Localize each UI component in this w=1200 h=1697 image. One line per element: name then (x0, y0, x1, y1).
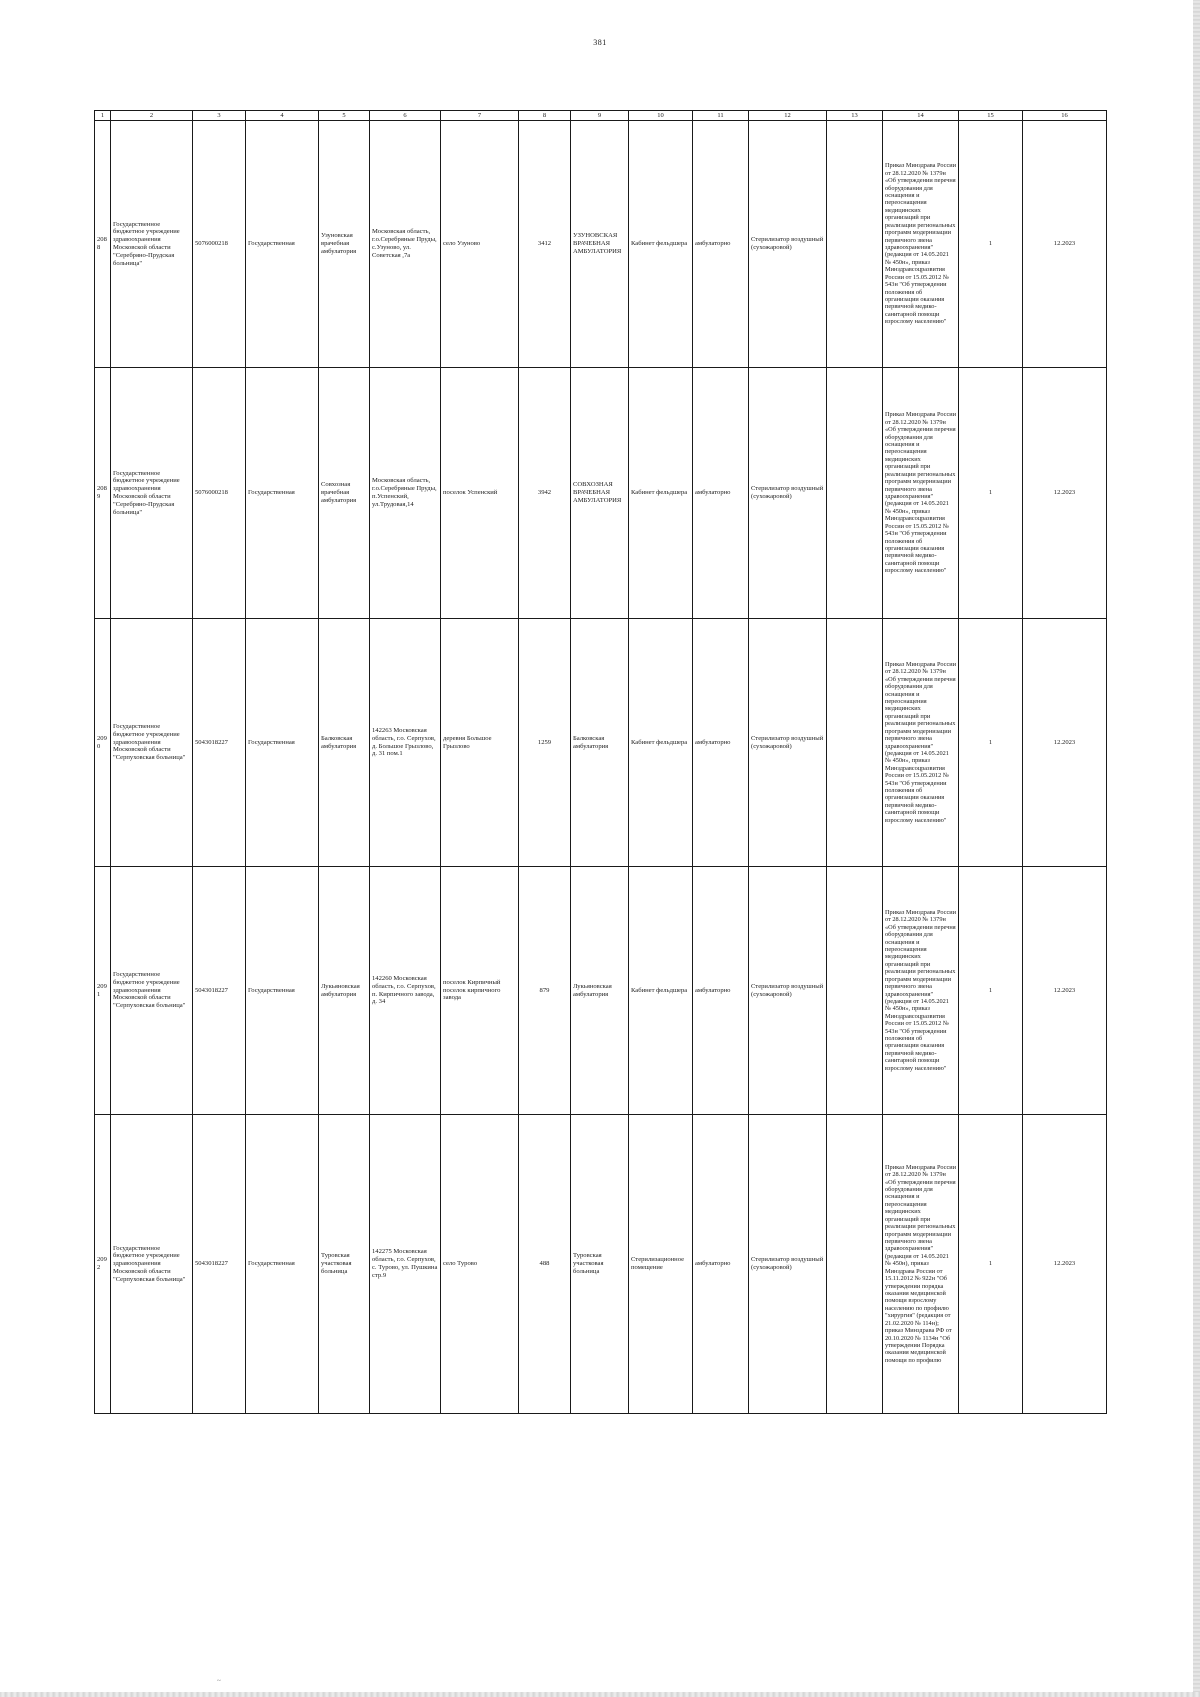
room-cell: Стерилизационное помещение (629, 1115, 693, 1414)
organization-name: Государственное бюджетное учреждение здравоохранения Московской области "Серпуховская больница" (111, 867, 193, 1115)
column-13-cell (827, 619, 883, 867)
care-type-cell: амбулаторно (693, 867, 749, 1115)
care-type-cell: амбулаторно (693, 1115, 749, 1414)
scan-bottom-artifact (0, 1692, 1200, 1697)
population-cell: 3412 (519, 121, 571, 368)
deadline-cell: 12.2023 (1023, 619, 1107, 867)
settlement-cell: деревня Большое Грызлово (441, 619, 519, 867)
scan-smudge: ~ (217, 1677, 221, 1685)
settlement-cell: село Турово (441, 1115, 519, 1414)
unit-name: Совхозная врачебная амбулатория (319, 368, 370, 619)
header-cell: 1 (95, 111, 111, 121)
column-number-header (95, 111, 1107, 121)
population-cell: 488 (519, 1115, 571, 1414)
ownership-cell: Государственная (246, 368, 319, 619)
row-number: 2091 (95, 867, 111, 1115)
inn-cell: 5043018227 (193, 867, 246, 1115)
room-cell: Кабинет фельдшера (629, 368, 693, 619)
inn-cell: 5043018227 (193, 1115, 246, 1414)
population-cell: 1259 (519, 619, 571, 867)
header-cell: 7 (441, 111, 519, 121)
room-cell: Кабинет фельдшера (629, 619, 693, 867)
header-cell: 11 (693, 111, 749, 121)
equipment-cell: Стерилизатор воздушный (сухожаровой) (749, 619, 827, 867)
column-13-cell (827, 368, 883, 619)
ownership-cell: Государственная (246, 121, 319, 368)
organization-name: Государственное бюджетное учреждение здравоохранения Московской области "Серебряно-Прудская больница" (111, 368, 193, 619)
header-cell: 12 (749, 111, 827, 121)
facility-cell: Лукьяновская амбулатория (571, 867, 629, 1115)
facility-cell: УЗУНОВСКАЯ ВРАЧЕБНАЯ АМБУЛАТОРИЯ (571, 121, 629, 368)
equipment-cell: Стерилизатор воздушный (сухожаровой) (749, 368, 827, 619)
table-row (95, 121, 1107, 368)
unit-name: Туровская участковая больница (319, 1115, 370, 1414)
legal-basis-cell: Приказ Минздрава России от 28.12.2020 № 1379н «Об утверждении перечня оборудования для оснащения и переоснащения медицинских организаций при реализации региональных программ модернизации первичного звена здравоохранения"(редакция от 14.05.2021 № 450н», приказ Минздравсоцразвития России от 15.05.2012 № 543н "Об утверждении положения об организации оказания первичной медико-санитарной помощи взрослому населению" (883, 368, 959, 619)
unit-name: Лукьяновская амбулатория (319, 867, 370, 1115)
quantity-cell: 1 (959, 619, 1023, 867)
deadline-cell: 12.2023 (1023, 368, 1107, 619)
header-cell: 9 (571, 111, 629, 121)
facility-cell: СОВХОЗНАЯ ВРАЧЕБНАЯ АМБУЛАТОРИЯ (571, 368, 629, 619)
header-cell: 3 (193, 111, 246, 121)
room-cell: Кабинет фельдшера (629, 121, 693, 368)
ownership-cell: Государственная (246, 1115, 319, 1414)
table-row (95, 867, 1107, 1115)
unit-name: Балковская амбулатория (319, 619, 370, 867)
address-cell: 142260 Московская область, г.о. Серпухов, п. Кирпичного завода, д. 34 (370, 867, 441, 1115)
ownership-cell: Государственная (246, 619, 319, 867)
organization-name: Государственное бюджетное учреждение здравоохранения Московской области "Серпуховская больница" (111, 1115, 193, 1414)
settlement-cell: поселок Кирпичный поселок кирпичного завода (441, 867, 519, 1115)
equipment-register-table (94, 110, 1107, 1414)
header-cell: 15 (959, 111, 1023, 121)
address-cell: 142275 Московская область, г.о. Серпухов, с. Турово, ул. Пушкина стр.9 (370, 1115, 441, 1414)
table-row (95, 368, 1107, 619)
quantity-cell: 1 (959, 121, 1023, 368)
scan-edge-artifact (1193, 0, 1200, 1697)
header-cell: 4 (246, 111, 319, 121)
page-number: 381 (593, 38, 607, 47)
inn-cell: 5076000218 (193, 368, 246, 619)
column-13-cell (827, 1115, 883, 1414)
inn-cell: 5076000218 (193, 121, 246, 368)
row-number: 2089 (95, 368, 111, 619)
address-cell: 142263 Московская область, г.о. Серпухов, д. Большое Грызлово, д. 31 пом.1 (370, 619, 441, 867)
header-cell: 10 (629, 111, 693, 121)
column-13-cell (827, 121, 883, 368)
row-number: 2088 (95, 121, 111, 368)
deadline-cell: 12.2023 (1023, 1115, 1107, 1414)
quantity-cell: 1 (959, 368, 1023, 619)
address-cell: Московская область, г.о.Серебряные Пруды, с.Узуново, ул. Советская ,7а (370, 121, 441, 368)
deadline-cell: 12.2023 (1023, 867, 1107, 1115)
column-13-cell (827, 867, 883, 1115)
address-cell: Московская область, г.о.Серебряные Пруды, п.Успенский, ул.Трудовая,14 (370, 368, 441, 619)
inn-cell: 5043018227 (193, 619, 246, 867)
quantity-cell: 1 (959, 867, 1023, 1115)
equipment-cell: Стерилизатор воздушный (сухожаровой) (749, 867, 827, 1115)
facility-cell: Балковская амбулатория (571, 619, 629, 867)
header-row (95, 111, 1107, 121)
header-cell: 6 (370, 111, 441, 121)
table-row (95, 619, 1107, 867)
header-cell: 16 (1023, 111, 1107, 121)
facility-cell: Туровская участковая больница (571, 1115, 629, 1414)
deadline-cell: 12.2023 (1023, 121, 1107, 368)
unit-name: Узуновская врачебная амбулатория (319, 121, 370, 368)
organization-name: Государственное бюджетное учреждение здравоохранения Московской области "Серпуховская больница" (111, 619, 193, 867)
header-cell: 2 (111, 111, 193, 121)
settlement-cell: поселок Успенский (441, 368, 519, 619)
organization-name: Государственное бюджетное учреждение здравоохранения Московской области "Серебряно-Прудская больница" (111, 121, 193, 368)
row-number: 2090 (95, 619, 111, 867)
legal-basis-cell: Приказ Минздрава России от 28.12.2020 № 1379н «Об утверждении перечня оборудования для оснащения и переоснащения медицинских организаций при реализации региональных программ модернизации первичного звена здравоохранения"(редакция от 14.05.2021 № 450н», приказ Минздравсоцразвития России от 15.05.2012 № 543н "Об утверждении положения об организации оказания первичной медико-санитарной помощи взрослому населению" (883, 867, 959, 1115)
equipment-cell: Стерилизатор воздушный (сухожаровой) (749, 1115, 827, 1414)
header-cell: 8 (519, 111, 571, 121)
header-cell: 5 (319, 111, 370, 121)
care-type-cell: амбулаторно (693, 619, 749, 867)
row-number: 2092 (95, 1115, 111, 1414)
care-type-cell: амбулаторно (693, 368, 749, 619)
legal-basis-cell: Приказ Минздрава России от 28.12.2020 № 1379н «Об утверждении перечня оборудования для оснащения и переоснащения медицинских организаций при реализации региональных программ модернизации первичного звена здравоохранения"(редакция от 14.05.2021 № 450н», приказ Минздравсоцразвития России от 15.05.2012 № 543н "Об утверждении положения об организации оказания первичной медико-санитарной помощи взрослому населению" (883, 619, 959, 867)
header-cell: 13 (827, 111, 883, 121)
legal-basis-cell: Приказ Минздрава России от 28.12.2020 № 1379н «Об утверждении перечня оборудования для оснащения и переоснащения медицинских организаций при реализации региональных программ модернизации первичного звена здравоохранения"(редакция от 14.05.2021 № 450н), приказ Минздрава России от 15.11.2012 № 922н "Об утверждении порядка оказания медицинской помощи взрослому населению по профилю "хирургия" (редакция от 21.02.2020 № 114н); приказ Минздрава РФ от 20.10.2020 № 1134н "Об утверждении Порядка оказания медицинской помощи по профилю (883, 1115, 959, 1414)
table-row (95, 1115, 1107, 1414)
room-cell: Кабинет фельдшера (629, 867, 693, 1115)
equipment-cell: Стерилизатор воздушный (сухожаровой) (749, 121, 827, 368)
legal-basis-cell: Приказ Минздрава России от 28.12.2020 № 1379н «Об утверждении перечня оборудования для оснащения и переоснащения медицинских организаций при реализации региональных программ модернизации первичного звена здравоохранения"(редакция от 14.05.2021 № 450н», приказ Минздравсоцразвития России от 15.05.2012 № 543н "Об утверждении положения об организации оказания первичной медико-санитарной помощи взрослому населению" (883, 121, 959, 368)
population-cell: 3942 (519, 368, 571, 619)
care-type-cell: амбулаторно (693, 121, 749, 368)
settlement-cell: село Узуново (441, 121, 519, 368)
ownership-cell: Государственная (246, 867, 319, 1115)
header-cell: 14 (883, 111, 959, 121)
population-cell: 879 (519, 867, 571, 1115)
quantity-cell: 1 (959, 1115, 1023, 1414)
